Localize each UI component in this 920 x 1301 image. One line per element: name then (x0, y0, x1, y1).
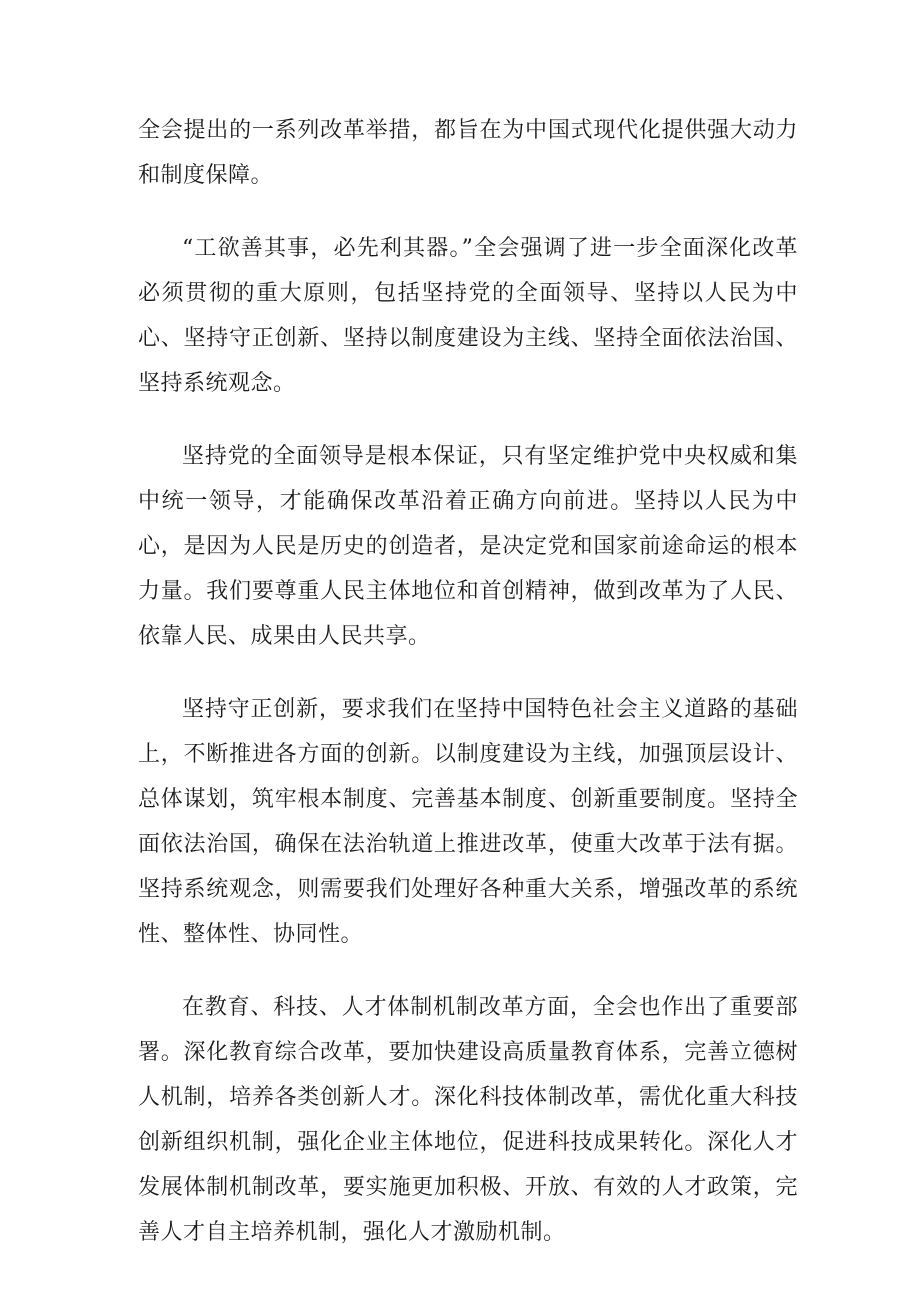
paragraph-continuation: 全会提出的一系列改革举措，都旨在为中国式现代化提供强大动力和制度保障。 (138, 118, 798, 188)
paragraph-innovation: 坚持守正创新，要求我们在坚持中国特色社会主义道路的基础上，不断推进各方面的创新。以制度建设为主线，加强顶层设计、总体谋划，筑牢根本制度、完善基本制度、创新重要制度。坚持全面依法治国，确保在法治轨道上推进改革，使重大改革于法有据。坚持系统观念，则需要我们处理好各种重大关系，增强改革的系统性、整体性、协同性。 (138, 697, 798, 947)
paragraph-principles: “工欲善其事，必先利其器。”全会强调了进一步全面深化改革必须贯彻的重大原则，包括坚持党的全面领导、坚持以人民为中心、坚持守正创新、坚持以制度建设为主线、坚持全面依法治国、坚持系统观念。 (138, 236, 798, 396)
paragraph-education-tech-talent: 在教育、科技、人才体制机制改革方面，全会也作出了重要部署。深化教育综合改革，要加快建设高质量教育体系，完善立德树人机制，培养各类创新人才。深化科技体制改革，需优化重大科技创新组织机制，强化企业主体地位，促进科技成果转化。深化人才发展体制机制改革，要实施更加积极、开放、有效的人才政策，完善人才自主培养机制，强化人才激励机制。 (138, 995, 798, 1245)
paragraph-party-leadership: 坚持党的全面领导是根本保证，只有坚定维护党中央权威和集中统一领导，才能确保改革沿着正确方向前进。坚持以人民为中心，是因为人民是历史的创造者，是决定党和国家前途命运的根本力量。我们要尊重人民主体地位和首创精神，做到改革为了人民、依靠人民、成果由人民共享。 (138, 444, 798, 649)
document-body (138, 108, 798, 1283)
